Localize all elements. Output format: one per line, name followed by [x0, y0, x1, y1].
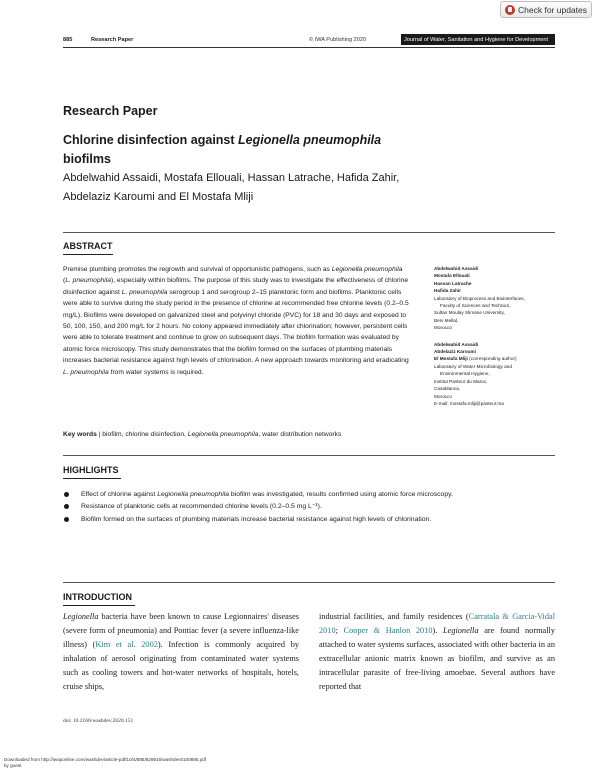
- body-text: ;: [335, 626, 344, 635]
- highlight-text: Effect of chlorine against: [81, 491, 158, 498]
- introduction-heading: INTRODUCTION: [63, 592, 132, 602]
- title-species: Legionella pneumophila: [238, 133, 382, 147]
- title-text: Chlorine disinfection against: [63, 133, 239, 147]
- article-type: Research Paper: [63, 104, 158, 118]
- corresponding-email[interactable]: E-mail: mostafa.mliji@pasteur.ma: [434, 400, 504, 406]
- running-header: [63, 34, 588, 46]
- abstract-text: Premise plumbing promotes the regrowth and survival of opportunistic pathogens, such as: [63, 266, 332, 273]
- keywords-label: Key words: [63, 431, 97, 438]
- section-rule: [63, 582, 555, 583]
- species-name: Legionella pneumophila: [157, 491, 230, 498]
- section-rule: [63, 232, 555, 233]
- citation-link[interactable]: Cooper & Hanlon 2010: [343, 626, 433, 635]
- body-text: are found normally attached to water systems surfaces, associated with other bacteria in an extracellular anionic matrix known as biofilm, and survive as an intracellular parasite of free-living amoebae. Several authors have reported that: [319, 626, 555, 691]
- authors-line: Abdelwahid Assaidi, Mostafa Ellouali, Hassan Latrache, Hafida Zahir,: [63, 172, 400, 184]
- species-name: L. pneumophila: [63, 368, 109, 376]
- body-text: ). Infection is commonly acquired by inhalation of aerosol originating from contaminated water systems such as cooling towers and hot-water networks of hospitals, hotels, cruise ships,: [63, 640, 299, 691]
- article-title: [63, 131, 483, 169]
- highlight-text: Resistance of planktonic cells at recommended chlorine levels (0.2–0.5 mg L⁻¹).: [81, 503, 322, 511]
- citation-link[interactable]: Kim et al. 2002: [95, 640, 158, 649]
- update-badge-icon: [505, 5, 515, 15]
- affiliation-line: Laboratory of Bioprocess and Biointerfaces,: [434, 295, 525, 301]
- author-list: [63, 169, 503, 207]
- corresponding-note: (corresponding author): [467, 356, 517, 362]
- header-rule: [63, 47, 555, 48]
- list-item: [63, 489, 483, 500]
- page-number: 885: [63, 37, 73, 43]
- highlights-heading: HIGHLIGHTS: [63, 465, 119, 475]
- intro-column-right: [319, 610, 555, 694]
- download-url[interactable]: Downloaded from http://iwaponline.com/washdev/article-pdf/10/4/885/828915/washdev0100885.pdf: [4, 757, 207, 762]
- keywords-species: Legionella pneumophila: [187, 431, 259, 438]
- affiliation-line: Sultan Moulay Slimane University,: [434, 310, 505, 316]
- affiliation-author: Hafida Zahir: [434, 288, 462, 294]
- heading-underline: [63, 605, 135, 606]
- journal-box: [401, 34, 588, 45]
- species-name: L. pneumophila: [65, 277, 111, 285]
- affiliation-line: Morocco: [434, 325, 452, 331]
- affiliation-author: Abdelaziz Karoumi: [434, 349, 476, 355]
- authors-line: Abdelaziz Karoumi and El Mostafa Mliji: [63, 191, 254, 203]
- intro-column-left: [63, 610, 299, 694]
- affiliation-line: Casablanca,: [434, 386, 461, 392]
- title-text-end: biofilms: [63, 152, 111, 166]
- highlights-list: [63, 489, 483, 526]
- section-rule: [63, 455, 555, 456]
- list-item: [63, 501, 483, 512]
- abstract-heading: ABSTRACT: [63, 241, 113, 251]
- affiliation-line: Environmental Hygiene,: [440, 371, 490, 377]
- abstract-text: ), especially within biofilms. The purpose of this study was to investigate the effectiveness of chlorine disinfection against: [63, 277, 409, 296]
- affiliation-line: Institut Pasteur du Maroc,: [434, 378, 488, 384]
- journal-volume: 10.4: [556, 36, 567, 43]
- journal-name: Journal of Water, Sanitation and Hygiene for Development: [404, 36, 549, 43]
- highlight-text: biofilm was investigated, results confirmed using atomic force microscopy.: [229, 491, 453, 498]
- affiliation-author: Abdelwahid Assaidi: [434, 266, 479, 271]
- body-text: industrial facilities, and family residences (: [319, 612, 469, 621]
- affiliation-line: Morocco: [434, 393, 452, 399]
- body-text: bacteria have been known to cause Legionnaires' diseases (severe form of pneumonia) and Pontiac fever (a severe influenza-like illness) (: [63, 612, 299, 649]
- list-item: [63, 514, 483, 525]
- check-for-updates-label: Check for updates: [518, 4, 587, 15]
- body-text: ).: [432, 626, 444, 635]
- species-name: Legionella: [443, 626, 479, 635]
- abstract-text: serogroup 1 and serogroup 2–15 planktonic form and biofilms. Planktonic cells were able to survive during the study period in the presence of chlorine at recommended free chlorine levels (0.2–0.5 mg/L). Biofilms were developed on galvanized steel and polyvinyl chloride (PVC) for 18 and 30 days and exposed to 50, 100, 150, and 200 mg/L for 2 hours. No colony appeared immediately after chlorination; however, persistent cells were able to tolerate treatment and continue to grow on subsequent days. The biofilm formation was evaluated by atomic force microscopy. This study demonstrates that the biofilm formed on the surfaces of plumbing materials increases bacterial resistance against high levels of chlorination. A new approach towards monitoring and eradicating: [63, 288, 409, 365]
- species-name: L. pneumophila: [121, 288, 168, 296]
- species-name: Legionella pneumophila: [331, 266, 403, 273]
- spacer: [434, 332, 564, 341]
- keywords-text: , water distribution networks: [258, 431, 342, 438]
- affiliation-author: Abdelwahid Assaidi: [434, 341, 479, 347]
- header-section: Research Paper: [91, 37, 134, 43]
- bullet-icon: [64, 504, 69, 509]
- abstract-body: [63, 264, 411, 378]
- affiliations: [434, 265, 564, 407]
- highlight-text: Biofilm formed on the surfaces of plumbing materials increase bacterial resistance against high levels of chlorination.: [81, 515, 432, 523]
- doi[interactable]: doi: 10.2166/washdev.2020.151: [63, 718, 134, 724]
- affiliation-line: Faculty of Sciences and Technics,: [440, 303, 511, 309]
- bullet-icon: [64, 492, 69, 497]
- check-for-updates-badge[interactable]: [500, 1, 592, 18]
- citation-link[interactable]: Carratala & Garcia-Vidal 2010: [319, 612, 555, 635]
- download-notice: [4, 757, 206, 769]
- affiliation-line: Laboratory of Water Microbiology and: [434, 363, 512, 369]
- journal-year: 2020: [574, 36, 588, 43]
- keywords: [63, 431, 423, 438]
- abstract-text: (: [63, 277, 66, 285]
- affiliation-author: Mostafa Ellouali: [434, 273, 470, 279]
- species-name: Legionella: [63, 612, 99, 621]
- download-by: by guest: [4, 762, 22, 768]
- bullet-icon: [64, 517, 69, 522]
- affiliation-line: Beni Mellal,: [434, 317, 459, 323]
- abstract-text: from water systems is required.: [108, 368, 204, 376]
- keywords-text: | biofilm, chlorine disinfection,: [96, 431, 188, 438]
- heading-underline: [63, 254, 113, 255]
- affiliation-author: Hassan Latrache: [434, 280, 472, 286]
- header-publisher: © IWA Publishing 2020: [309, 37, 367, 43]
- heading-underline: [63, 478, 121, 479]
- affiliation-author: El Mostafa Mliji: [434, 356, 468, 362]
